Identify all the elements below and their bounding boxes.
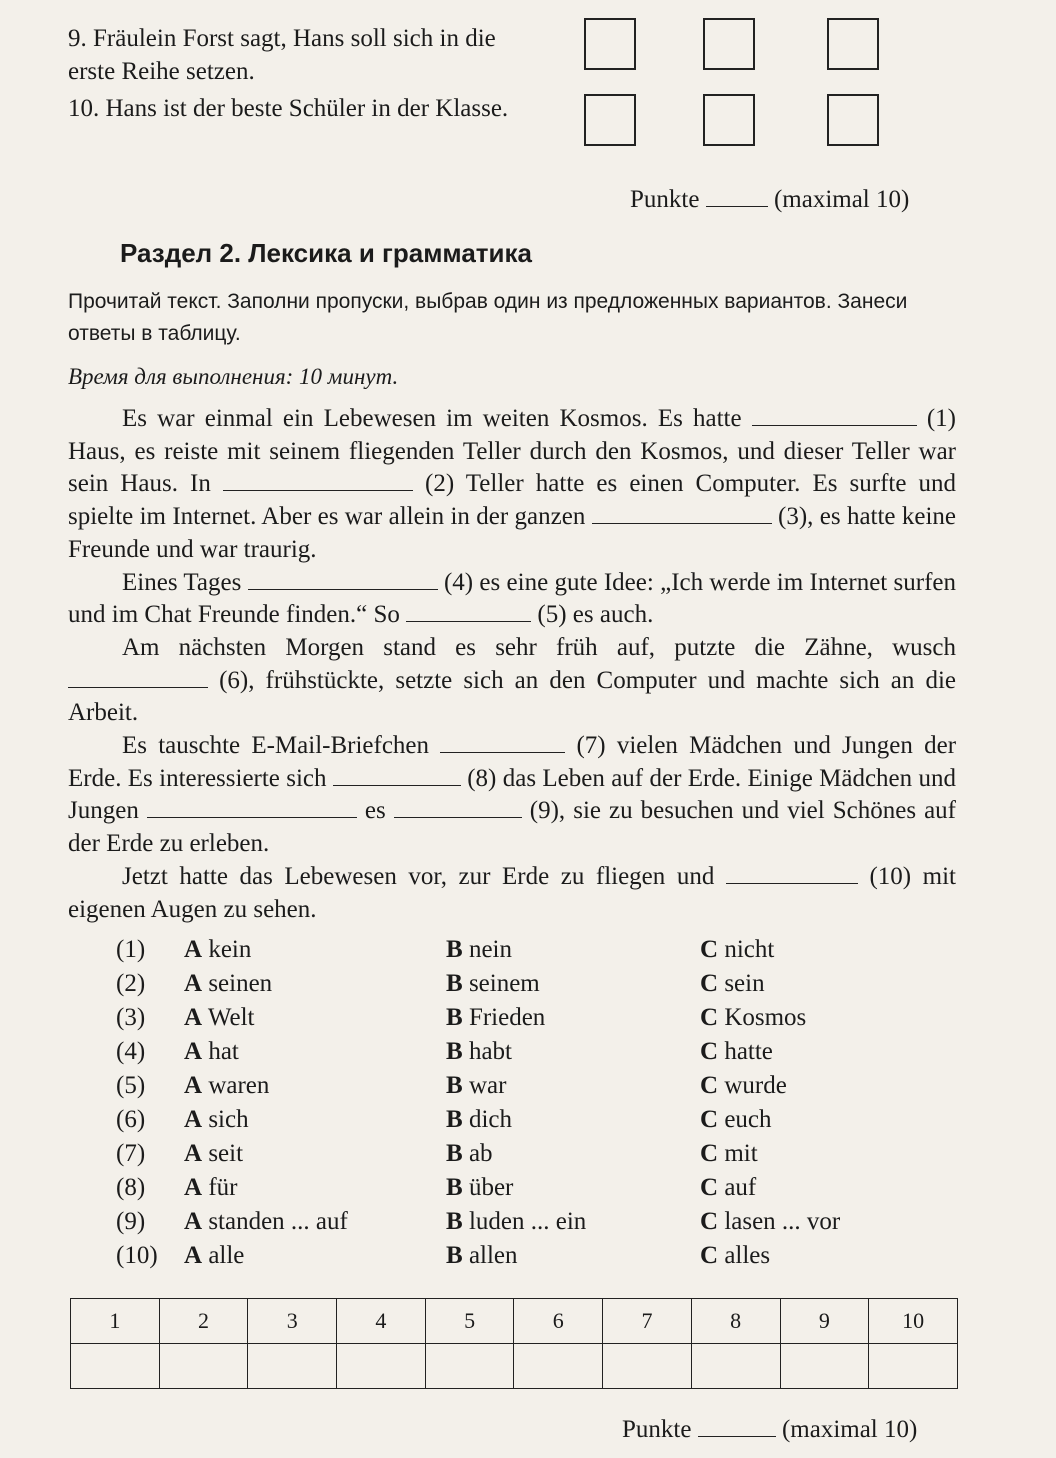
option-number: (9) [116, 1208, 146, 1235]
option-letter: A [184, 1106, 203, 1133]
option-b[interactable] [446, 936, 512, 964]
option-b[interactable] [446, 970, 540, 998]
option-row [116, 1140, 956, 1174]
score-label: Punkte [622, 1416, 692, 1443]
option-letter: B [446, 1208, 463, 1235]
gap-text [68, 403, 956, 926]
option-word: sein [724, 970, 765, 997]
gap-blank[interactable] [223, 470, 413, 491]
option-word: auf [724, 1174, 757, 1201]
option-a[interactable] [184, 1140, 243, 1168]
gap-blank[interactable] [406, 601, 531, 622]
gap-blank[interactable] [726, 863, 858, 884]
score-line [630, 184, 909, 214]
option-word: lasen ... vor [724, 1208, 841, 1235]
option-number: (2) [116, 970, 146, 997]
option-letter: A [184, 1208, 203, 1235]
option-c[interactable] [700, 1038, 773, 1066]
option-letter: B [446, 970, 463, 997]
option-number: (7) [116, 1140, 146, 1167]
option-letter: B [446, 1140, 463, 1167]
option-b[interactable] [446, 1004, 545, 1032]
option-word: luden ... ein [468, 1208, 587, 1235]
score-blank[interactable] [706, 184, 768, 207]
option-row [116, 1004, 956, 1038]
option-number: (3) [116, 1004, 146, 1031]
score-max: (maximal 10) [781, 1416, 918, 1443]
option-row [116, 970, 956, 1004]
option-letter: A [184, 1038, 203, 1065]
answer-box[interactable] [584, 18, 636, 70]
option-word: waren [208, 1072, 270, 1099]
answer-cell[interactable] [869, 1344, 958, 1389]
header-cell: 4 [337, 1299, 426, 1344]
option-word: über [468, 1174, 514, 1201]
header-cell: 3 [248, 1299, 337, 1344]
gap-blank[interactable] [248, 569, 438, 590]
option-row [116, 1038, 956, 1072]
option-word: dich [468, 1106, 512, 1133]
header-cell: 7 [603, 1299, 692, 1344]
option-word: hat [208, 1038, 239, 1065]
option-a[interactable] [184, 1174, 237, 1202]
option-a[interactable] [184, 1072, 269, 1100]
score-line [622, 1414, 917, 1444]
score-label: Punkte [630, 186, 700, 213]
header-cell: 8 [691, 1299, 780, 1344]
paragraph: Jetzt hatte das Lebewesen vor, zur Erde zu fliegen und (10) mit eigenen Augen zu sehen. [68, 862, 956, 923]
gap-blank[interactable] [440, 732, 565, 753]
option-row [116, 936, 956, 970]
header-cell: 6 [514, 1299, 603, 1344]
option-letter: A [184, 936, 203, 963]
option-word: kein [208, 936, 252, 963]
header-cell: 10 [869, 1299, 958, 1344]
gap-blank[interactable] [147, 797, 357, 818]
option-c[interactable] [700, 1242, 770, 1270]
option-word: sich [208, 1106, 249, 1133]
score-max: (maximal 10) [773, 186, 910, 213]
answer-box[interactable] [827, 18, 879, 70]
option-word: seit [208, 1140, 244, 1167]
option-letter: B [446, 1174, 463, 1201]
option-word: mit [724, 1140, 758, 1167]
header-cell: 9 [780, 1299, 869, 1344]
option-letter: C [700, 1106, 719, 1133]
option-number: (6) [116, 1106, 146, 1133]
option-c[interactable] [700, 970, 765, 998]
option-number: (4) [116, 1038, 146, 1065]
header-cell: 1 [71, 1299, 160, 1344]
option-a[interactable] [184, 1242, 244, 1270]
statement-text: Fräulein Forst sagt, Hans soll sich in die erste Reihe setzen. [68, 25, 496, 85]
option-word: standen ... auf [208, 1208, 348, 1235]
answer-cell[interactable] [248, 1344, 337, 1389]
option-b[interactable] [446, 1242, 518, 1270]
option-letter: C [700, 1038, 719, 1065]
option-c[interactable] [700, 1174, 756, 1202]
option-word: nein [468, 936, 512, 963]
option-word: hatte [724, 1038, 773, 1065]
option-row [116, 1242, 956, 1276]
statement-number: 9. [68, 25, 87, 52]
option-a[interactable] [184, 1038, 239, 1066]
option-word: alles [724, 1242, 771, 1269]
option-letter: C [700, 970, 719, 997]
option-b[interactable] [446, 1174, 513, 1202]
instruction: Прочитай текст. Заполни пропуски, выбрав один из предложенных вариантов. Занеси ответы в таблицу. [68, 290, 908, 345]
gap-blank[interactable] [68, 667, 208, 688]
option-a[interactable] [184, 970, 272, 998]
option-c[interactable] [700, 1072, 787, 1100]
option-a[interactable] [184, 1004, 254, 1032]
answer-cell[interactable] [691, 1344, 780, 1389]
option-a[interactable] [184, 936, 251, 964]
option-letter: A [184, 1140, 203, 1167]
option-word: seinen [208, 970, 273, 997]
option-word: seinem [468, 970, 540, 997]
option-word: euch [724, 1106, 772, 1133]
answer-table-header [71, 1299, 958, 1344]
option-letter: A [184, 1174, 203, 1201]
gap-blank[interactable] [752, 405, 917, 426]
option-a[interactable] [184, 1106, 249, 1134]
option-word: habt [468, 1038, 512, 1065]
option-b[interactable] [446, 1038, 512, 1066]
answer-cell[interactable] [780, 1344, 869, 1389]
option-letter: B [446, 1242, 463, 1269]
option-word: wurde [724, 1072, 787, 1099]
option-word: allen [468, 1242, 518, 1269]
header-cell: 2 [159, 1299, 248, 1344]
option-b[interactable] [446, 1140, 493, 1168]
paragraph: Es war einmal ein Lebewesen im weiten Kosmos. Es hatte (1) Haus, es reiste mit seinem fliegenden Teller durch den Kosmos, und dieser Teller war sein Haus. In (2) Teller hatte es einen Computer. Es surfte und spielte im Internet. Aber es war allein in der ganzen (3), es hatte keine Freunde und war traurig. [68, 405, 957, 563]
option-word: nicht [724, 936, 775, 963]
header-cell: 5 [425, 1299, 514, 1344]
paragraph: Eines Tages (4) es eine gute Idee: „Ich werde im Internet surfen und im Chat Freunde finden.“ So (5) es auch. [68, 568, 957, 629]
option-word: war [468, 1072, 507, 1099]
option-word: ab [468, 1140, 493, 1167]
statement-text: Hans ist der beste Schüler in der Klasse. [105, 95, 509, 122]
score-blank[interactable] [698, 1414, 776, 1437]
option-c[interactable] [700, 1106, 772, 1134]
option-letter: B [446, 1038, 463, 1065]
option-number: (1) [116, 936, 146, 963]
option-number: (8) [116, 1174, 146, 1201]
answer-box[interactable] [703, 18, 755, 70]
option-letter: C [700, 1174, 719, 1201]
statement-10 [68, 92, 538, 125]
answer-box[interactable] [584, 94, 636, 146]
option-letter: B [446, 1072, 463, 1099]
option-letter: B [446, 936, 463, 963]
option-letter: A [184, 970, 203, 997]
answer-cell[interactable] [337, 1344, 426, 1389]
answer-cell[interactable] [514, 1344, 603, 1389]
option-letter: A [184, 1242, 203, 1269]
answer-cell[interactable] [159, 1344, 248, 1389]
statement-number: 10. [68, 95, 100, 122]
option-letter: C [700, 1140, 719, 1167]
option-letter: C [700, 1004, 719, 1031]
option-number: (10) [116, 1242, 158, 1269]
option-row [116, 1106, 956, 1140]
option-a[interactable] [184, 1208, 348, 1236]
option-word: Welt [207, 1004, 255, 1031]
option-word: für [208, 1174, 238, 1201]
paragraph: Es tauschte E-Mail-Briefchen (7) vielen Mädchen und Jungen der Erde. Es interessierte sich (8) das Leben auf der Erde. Einige Mädchen und Jungen es (9), sie zu besuchen und viel Schönes auf der Erde zu erleben. [68, 732, 957, 858]
option-letter: C [700, 936, 719, 963]
gap-blank[interactable] [333, 765, 461, 786]
answer-cell[interactable] [71, 1344, 160, 1389]
option-letter: A [184, 1072, 203, 1099]
option-number: (5) [116, 1072, 146, 1099]
statement-9 [68, 22, 538, 88]
option-letter: B [446, 1004, 463, 1031]
option-c[interactable] [700, 936, 774, 964]
option-letter: C [700, 1242, 719, 1269]
option-row [116, 1174, 956, 1208]
option-letter: B [446, 1106, 463, 1133]
option-letter: C [700, 1072, 719, 1099]
answer-box[interactable] [827, 94, 879, 146]
section-title: Раздел 2. Лексика и грамматика [120, 238, 532, 268]
option-word: Frieden [468, 1004, 546, 1031]
option-word: alle [208, 1242, 245, 1269]
option-c[interactable] [700, 1208, 840, 1236]
paragraph: Am nächsten Morgen stand es sehr früh auf, putzte die Zähne, wusch (6), frühstückte, setzte sich an den Computer und machte sich an die Arbeit. [68, 633, 956, 727]
answer-table-row [71, 1344, 958, 1389]
gap-blank[interactable] [394, 797, 522, 818]
option-letter: C [700, 1208, 719, 1235]
option-c[interactable] [700, 1004, 806, 1032]
option-row [116, 1208, 956, 1242]
answer-table [70, 1298, 958, 1389]
answer-box[interactable] [703, 94, 755, 146]
gap-blank[interactable] [592, 503, 772, 524]
option-letter: A [184, 1004, 203, 1031]
option-c[interactable] [700, 1140, 758, 1168]
answer-cell[interactable] [425, 1344, 514, 1389]
option-b[interactable] [446, 1208, 586, 1236]
answer-cell[interactable] [603, 1344, 692, 1389]
option-row [116, 1072, 956, 1106]
option-b[interactable] [446, 1072, 506, 1100]
time-note: Время для выполнения: 10 минут. [68, 364, 399, 389]
option-b[interactable] [446, 1106, 512, 1134]
option-word: Kosmos [724, 1004, 807, 1031]
